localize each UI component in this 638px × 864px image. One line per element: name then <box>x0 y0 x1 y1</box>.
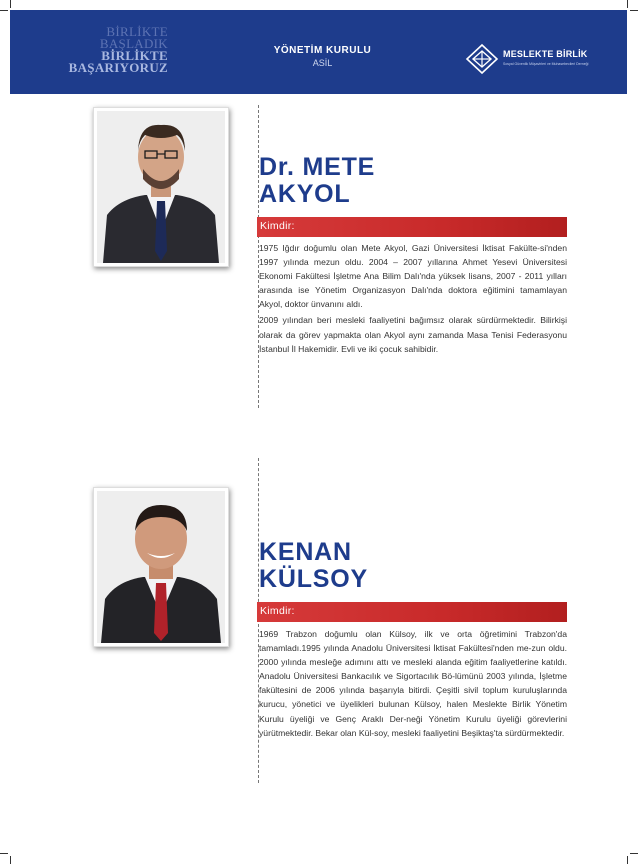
logo-subtitle: Sosyal Güvenlik Müşavirleri ve Muhasebecileri Derneği <box>503 62 589 66</box>
board-heading <box>260 45 385 68</box>
name-line: AKYOL <box>259 180 351 208</box>
bio-paragraph: 1975 Iğdır doğumlu olan Mete Akyol, Gazi Üniversitesi İktisat Fakülte-si'nden 1997 yılında mezun oldu. 2004 – 2007 yıllarına Ahmet Yesevi Üniversitesi Ekonomi Fakültesi İşletme Ana Bilim Dalı'nda yüksek lisans, 2007 - 2011 yılları arasında ise Yönetim Organizasyon Dalı'nda doktora eğitimini tamamlayan Akyol, doktor ünvanını aldı. <box>259 243 567 310</box>
crop-mark <box>0 853 8 854</box>
bio-paragraph: 2009 yılından beri mesleki faaliyetini bağımsız olarak sürdürmektedir. Bilirkişi olarak da görev yapmakta olan Akyol aynı zamanda Masa Tenisi Federasyonu İstanbul İl Hakemidir. Evli ve iki çocuk sahibidir. <box>259 315 567 354</box>
slogan-line: BAŞLADIK <box>99 36 168 51</box>
board-subtitle: ASİL <box>312 58 333 68</box>
portrait-photo <box>93 107 229 267</box>
biography <box>259 241 567 358</box>
crop-mark <box>0 10 8 11</box>
person-name <box>259 539 368 593</box>
crop-mark <box>10 856 11 864</box>
meslekte-birlik-logo <box>465 43 615 75</box>
header-band <box>10 10 627 94</box>
board-title: YÖNETİM KURULU <box>273 45 372 56</box>
section-label-bar <box>257 217 567 237</box>
logo-mark-icon <box>465 43 499 75</box>
name-line: Dr. METE <box>259 153 376 181</box>
slogan-line: BAŞARIYORUZ <box>68 60 168 75</box>
biography <box>259 627 567 742</box>
bio-paragraph: 1969 Trabzon doğumlu olan Külsoy, ilk ve orta öğretimini Trabzon'da tamamladı.1995 yılında Anadolu Üniversitesi İktisat Fakültesi'nden me-zun oldu. 2000 yılında mesleğe adımını attı ve mesleki alanda eğitim faaliyetlerine katıldı. Anadolu Üniversitesi Bankacılık ve Sigortacılık Bö-lümünü 2003 yılında, İşletme fakültesini de 2006 yılında başarıyla bitirdi. Çeşitli sivil toplum kuruluşlarında kurucu, yönetici ve üyelikleri bulunan Külsoy, halen Meslekte Birlik Yönetim Kurulu üyeliği ve Genç Araklı Der-neği Yönetim Kurulu üyeliği görevlerini yürütmektedir. Bekar olan Kül-soy, mesleki faaliyetini Beşiktaş'ta sürdürmektedir. <box>259 629 567 738</box>
person-name <box>259 154 375 208</box>
crop-mark <box>10 0 11 8</box>
portrait-image <box>97 111 225 263</box>
slogan-line: BİRLİKTE <box>101 48 168 63</box>
crop-mark <box>630 10 638 11</box>
slogan <box>10 26 168 74</box>
portrait-photo <box>93 487 229 647</box>
section-label: Kimdir: <box>260 220 295 232</box>
portrait-image <box>97 491 225 643</box>
crop-mark <box>627 856 628 864</box>
crop-mark <box>630 853 638 854</box>
name-line: KÜLSOY <box>259 565 368 593</box>
crop-mark <box>627 0 628 8</box>
slogan-line: BİRLİKTE <box>106 24 168 39</box>
section-label: Kimdir: <box>260 605 295 617</box>
name-line: KENAN <box>259 538 352 566</box>
section-label-bar <box>257 602 567 622</box>
logo-name: MESLEKTE BİRLİK <box>503 49 588 59</box>
